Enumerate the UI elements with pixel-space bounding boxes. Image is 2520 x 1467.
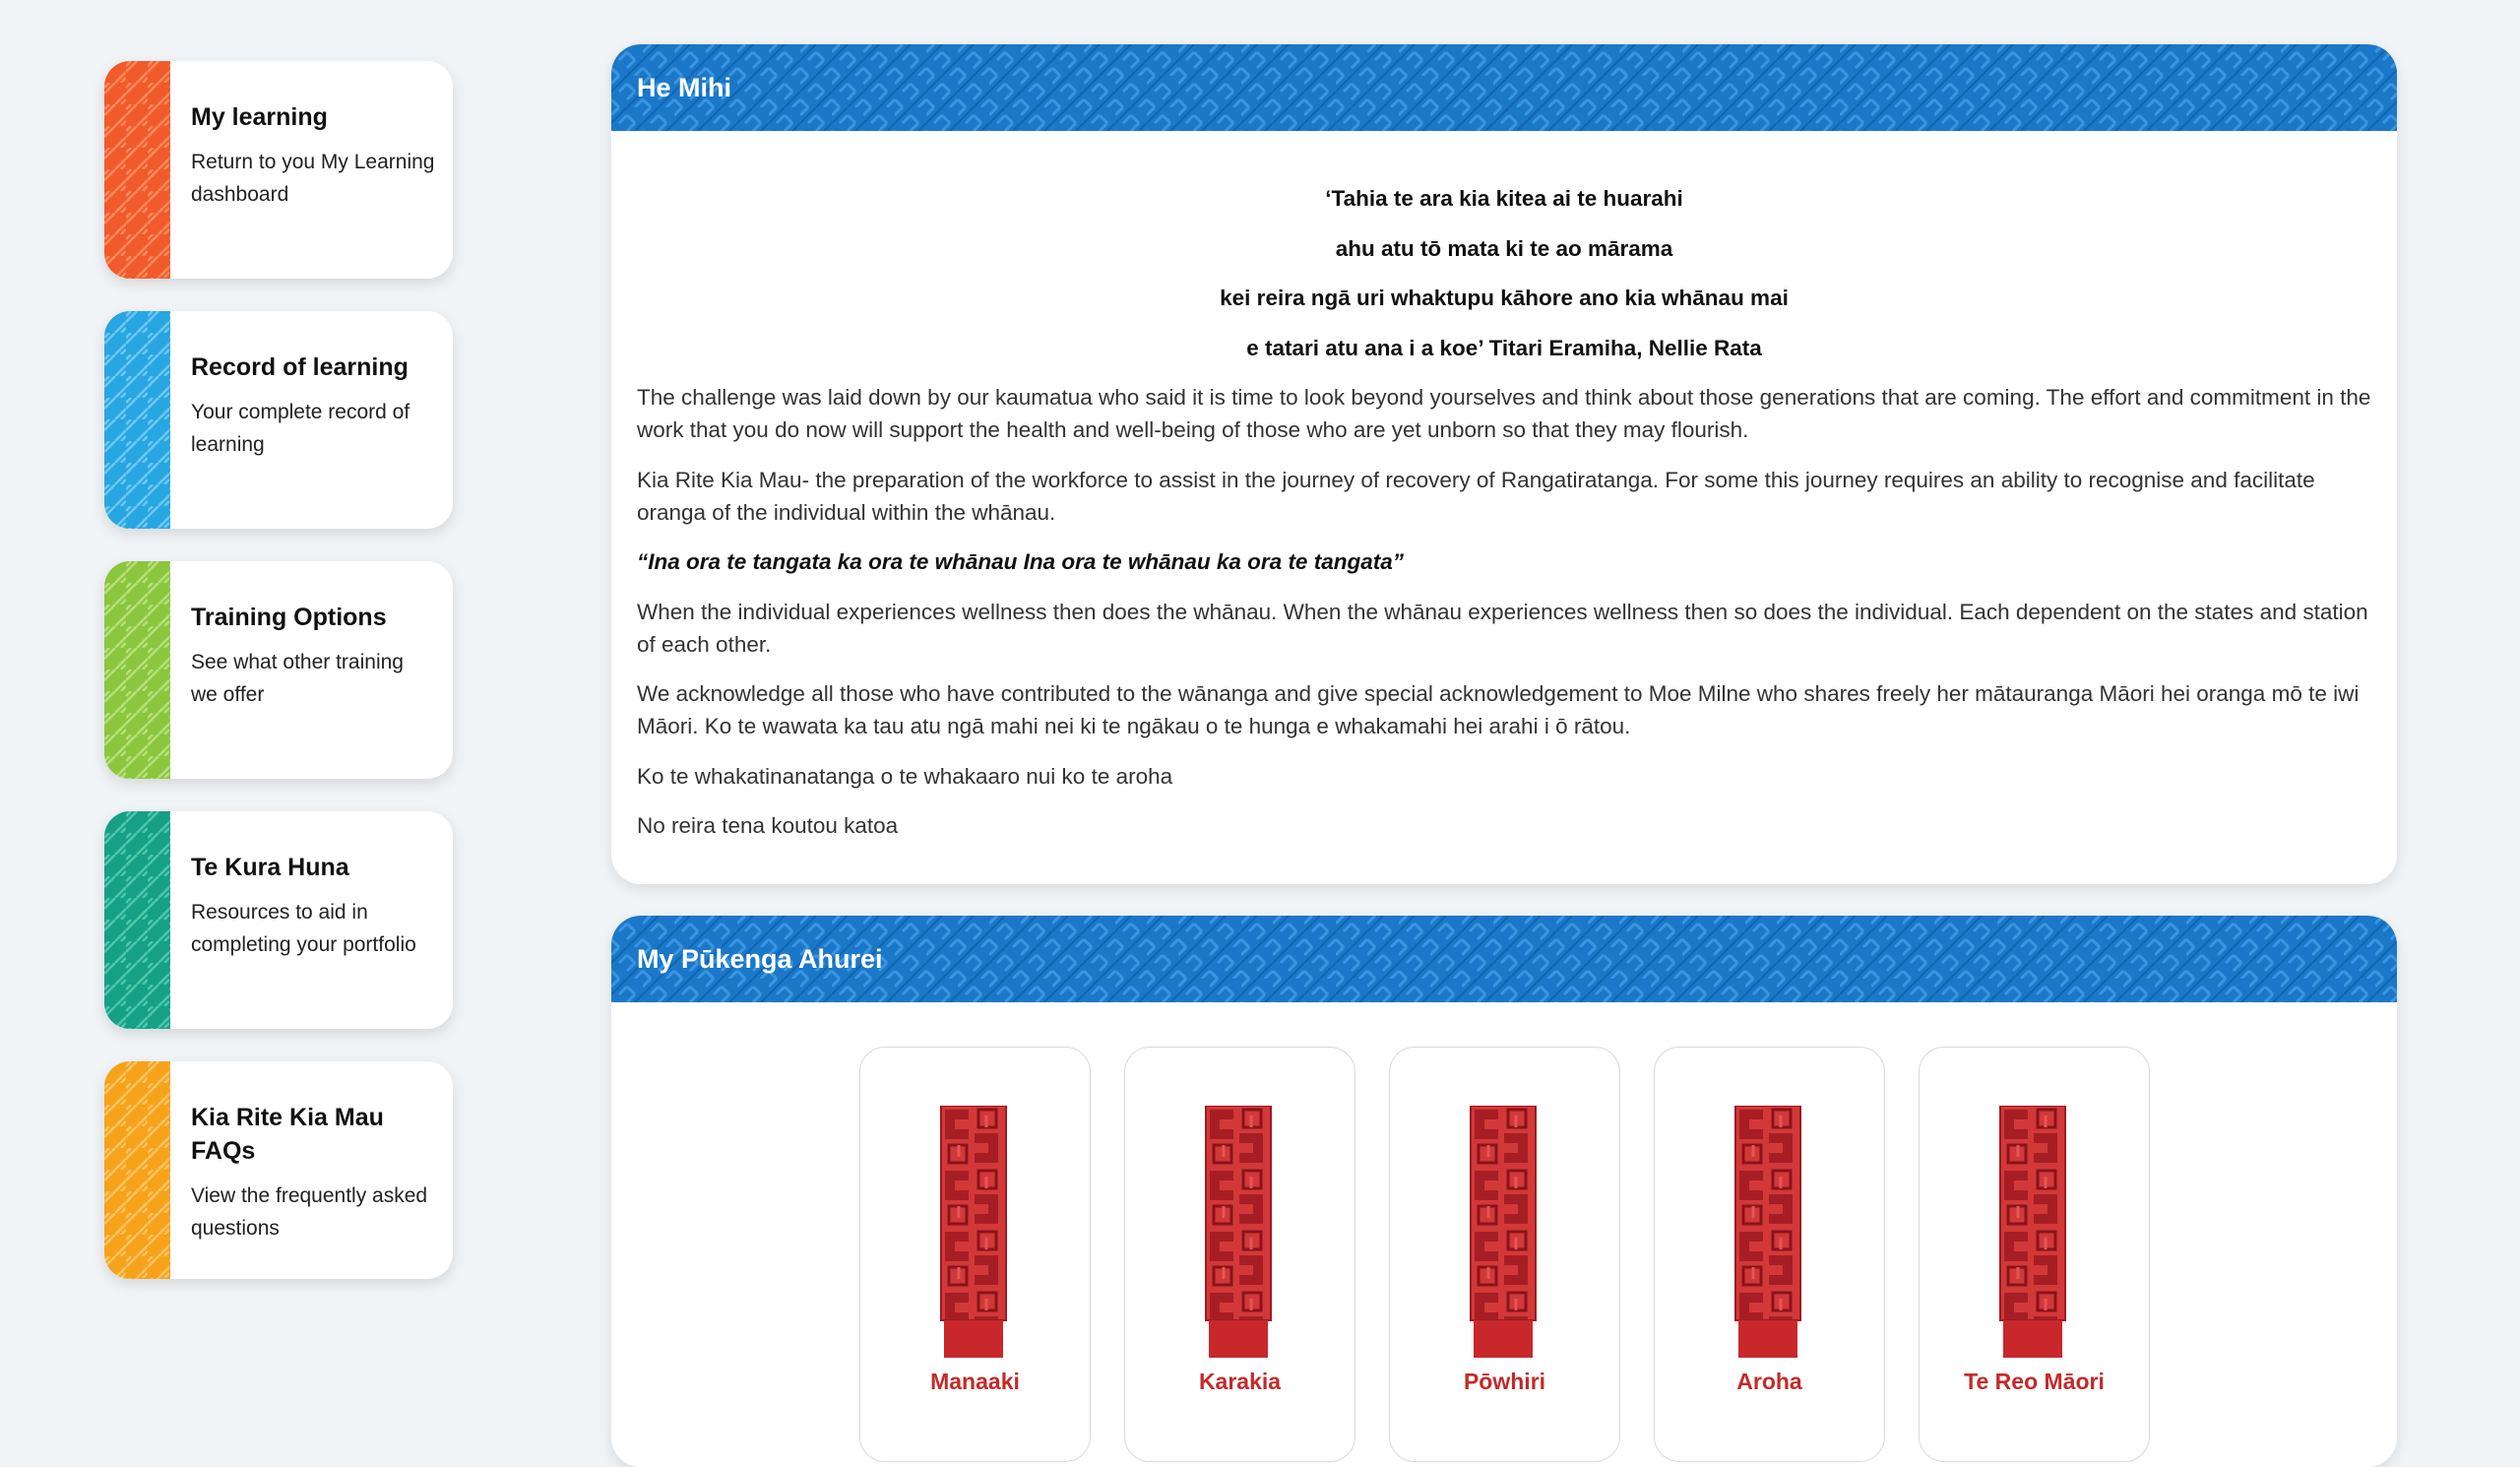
nav-card-body — [191, 601, 435, 711]
pukenga-tile-manaaki[interactable] — [859, 1047, 1091, 1462]
nav-color-strip — [104, 811, 170, 1029]
pukenga-tile-p-whiri[interactable] — [1389, 1047, 1620, 1462]
nav-card-description: See what other training we offer — [191, 651, 404, 706]
pukenga-tile-te-reo-m-ori[interactable] — [1919, 1047, 2150, 1462]
nav-card-body — [191, 100, 435, 211]
mihi-paragraph-6: No reira tena koutou katoa — [637, 813, 899, 838]
carving-icon — [1469, 1106, 1538, 1358]
mihi-paragraph-1: The challenge was laid down by our kaumatua who said it is time to look beyond yourselves and think about those generations that are coming. The effort and commitment in the work that you do now will support the health and well-being of those who are yet unborn so that they may flourish. — [637, 385, 2371, 442]
mihi-panel — [611, 44, 2397, 884]
mihi-paragraph-2: Kia Rite Kia Mau- the preparation of the workforce to assist in the journey of recovery of Rangatiratanga. For some this journey requires an ability to recognise and facilitate oranga of the individual within the whānau. — [637, 467, 2315, 525]
pukenga-panel — [611, 916, 2397, 1467]
poem-line-1: ‘Tahia te ara kia kitea ai te huarahi — [1325, 186, 1683, 211]
carving-icon — [1998, 1106, 2067, 1358]
nav-card-body — [191, 1101, 435, 1244]
sidebar-item-my-learning[interactable] — [104, 61, 453, 279]
whakatauki-quote: “Ina ora te tangata ka ora te whānau Ina ora te whānau ka ora te tangata” — [637, 549, 1404, 574]
nav-card-body — [191, 351, 435, 461]
mihi-paragraph-5: Ko te whakatinanatanga o te whakaaro nui ko te aroha — [637, 763, 1173, 789]
nav-card-description: View the frequently asked questions — [191, 1184, 428, 1240]
pattern-icon — [104, 811, 170, 1029]
pukenga-title: My Pūkenga Ahurei — [637, 944, 883, 974]
poem-line-3: kei reira ngā uri whaktupu kāhore ano kia whānau mai — [1220, 286, 1789, 310]
tile-label: Manaaki — [930, 1369, 1020, 1394]
nav-color-strip — [104, 61, 170, 279]
mihi-panel-header — [611, 44, 2397, 131]
pattern-icon — [104, 61, 170, 279]
sidebar-nav — [104, 61, 453, 1311]
nav-card-description: Your complete record of learning — [191, 401, 410, 456]
sidebar-item-kia-rite-kia-mau-faqs[interactable] — [104, 1061, 453, 1279]
tile-label: Pōwhiri — [1463, 1369, 1546, 1394]
tile-label: Karakia — [1198, 1369, 1282, 1394]
tile-label: Te Reo Māori — [1964, 1369, 2105, 1394]
nav-color-strip — [104, 1061, 170, 1279]
nav-card-title: My learning — [191, 103, 328, 131]
poem-line-2: ahu atu tō mata ki te ao mārama — [1335, 235, 1673, 261]
carving-icon — [1733, 1106, 1802, 1358]
pattern-icon — [104, 311, 170, 529]
nav-card-description: Return to you My Learning dashboard — [191, 151, 435, 206]
mihi-title: He Mihi — [637, 73, 732, 102]
nav-card-description: Resources to aid in completing your portfolio — [191, 901, 416, 956]
sidebar-item-record-of-learning[interactable] — [104, 311, 453, 529]
carving-icon — [939, 1106, 1008, 1358]
sidebar-item-te-kura-huna[interactable] — [104, 811, 453, 1029]
mihi-paragraph-3: When the individual experiences wellness then does the whānau. When the whānau experiences wellness then so does the individual. Each dependent on the states and station of each other. — [637, 599, 2368, 657]
sidebar-item-training-options[interactable] — [104, 561, 453, 779]
nav-card-title: Record of learning — [191, 353, 409, 381]
header-pattern — [611, 44, 2397, 131]
carving-icon — [1204, 1106, 1273, 1358]
mihi-content — [611, 131, 2397, 842]
nav-color-strip — [104, 561, 170, 779]
poem-line-4: e tatari atu ana i a koe’ Titari Eramiha, Nellie Rata — [1246, 335, 1762, 360]
mihi-paragraph-4: We acknowledge all those who have contributed to the wānanga and give special acknowledgement to Moe Milne who shares freely her mātauranga Māori hei oranga mō te iwi Māori. Ko te wawata ka tau atu ngā mahi nei ki te ngākau o te hunga e whakamahi hei arahi i ō rātou. — [637, 681, 2360, 738]
pukenga-tile-karakia[interactable] — [1124, 1047, 1355, 1462]
tile-label: Aroha — [1736, 1369, 1802, 1394]
nav-card-title: Training Options — [191, 604, 387, 631]
nav-card-title: Kia Rite Kia Mau FAQs — [191, 1104, 384, 1165]
pattern-icon — [104, 561, 170, 779]
nav-card-body — [191, 851, 435, 961]
nav-color-strip — [104, 311, 170, 529]
nav-card-title: Te Kura Huna — [191, 854, 349, 881]
pukenga-panel-header — [611, 916, 2397, 1002]
pukenga-tile-aroha[interactable] — [1654, 1047, 1885, 1462]
pattern-icon — [104, 1061, 170, 1279]
